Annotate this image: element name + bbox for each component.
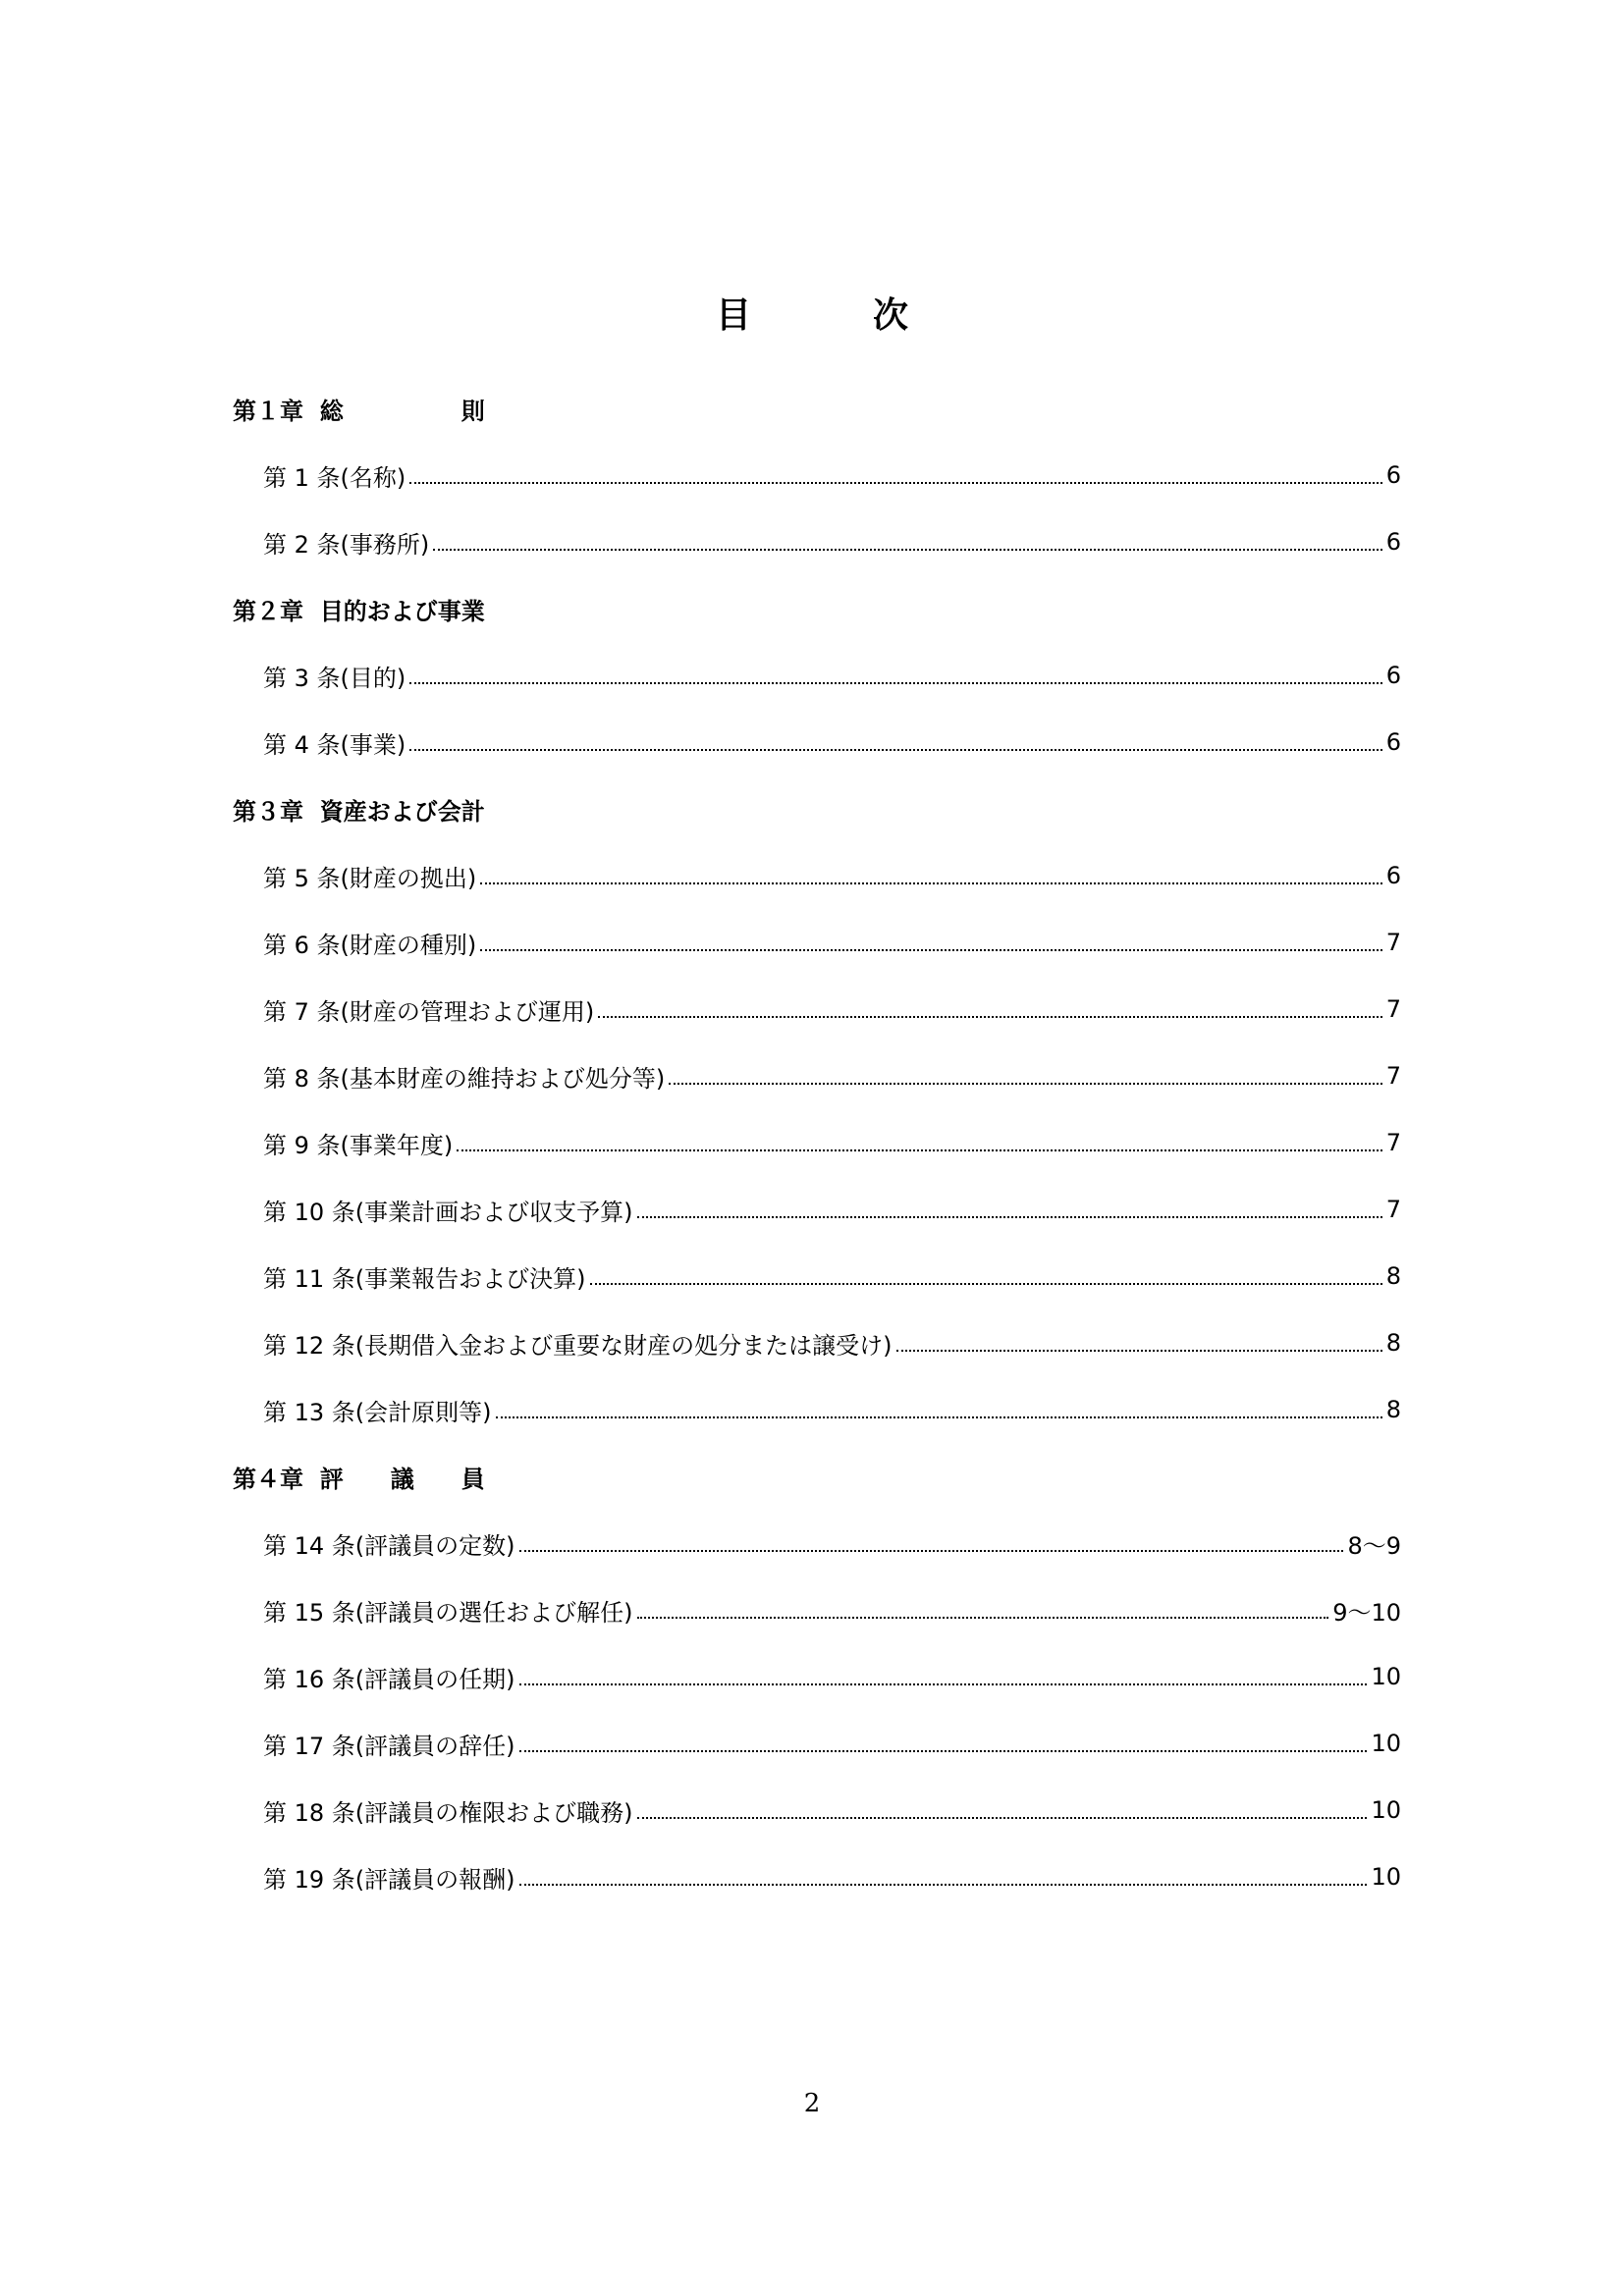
toc-entry[interactable] bbox=[233, 1176, 1401, 1243]
toc-entry-page: 7 bbox=[1385, 995, 1401, 1023]
toc-entry-page: 8 bbox=[1385, 1329, 1401, 1357]
toc-entry-label: 第 16 条(評議員の任期) bbox=[263, 1665, 515, 1693]
dot-leader bbox=[896, 1350, 1382, 1352]
toc-entry[interactable] bbox=[233, 1777, 1401, 1843]
chapter-heading[interactable]: 第２章 目的および事業 bbox=[233, 597, 485, 625]
toc-entry-page: 6 bbox=[1385, 461, 1401, 489]
dot-leader bbox=[669, 1083, 1381, 1085]
dot-leader bbox=[519, 1550, 1344, 1552]
dot-leader bbox=[409, 682, 1381, 684]
toc-entry[interactable] bbox=[233, 1710, 1401, 1777]
dot-leader bbox=[637, 1617, 1329, 1619]
toc-entry[interactable] bbox=[233, 976, 1401, 1042]
dot-leader bbox=[480, 949, 1381, 951]
dot-leader bbox=[590, 1283, 1382, 1285]
toc-entry-page: 7 bbox=[1385, 1062, 1401, 1090]
toc-entry[interactable] bbox=[233, 1309, 1401, 1376]
toc-entry-label: 第 18 条(評議員の権限および職務) bbox=[263, 1798, 633, 1827]
toc-entry-label: 第 1 条(名称) bbox=[263, 463, 406, 492]
toc-entry-page: 10 bbox=[1371, 1796, 1401, 1824]
toc-entry-page: 7 bbox=[1385, 929, 1401, 956]
toc-entry-label: 第 15 条(評議員の選任および解任) bbox=[263, 1598, 633, 1627]
toc-entry[interactable] bbox=[233, 1042, 1401, 1109]
toc-entry[interactable] bbox=[233, 642, 1401, 709]
toc-entry-page: 10 bbox=[1371, 1730, 1401, 1757]
toc-entry-page: 8〜9 bbox=[1347, 1531, 1401, 1560]
toc-entry-label: 第 3 条(目的) bbox=[263, 664, 406, 692]
toc-entry-page: 8 bbox=[1385, 1396, 1401, 1423]
toc-entry-page: 9〜10 bbox=[1332, 1598, 1401, 1627]
page-title: 目 次 bbox=[715, 295, 951, 336]
toc-entry[interactable] bbox=[233, 909, 1401, 976]
toc-entry-label: 第 14 条(評議員の定数) bbox=[263, 1531, 515, 1560]
toc-entry-label: 第 11 条(事業報告および決算) bbox=[263, 1264, 586, 1293]
toc-entry-label: 第 6 条(財産の種別) bbox=[263, 931, 477, 959]
dot-leader bbox=[457, 1149, 1381, 1151]
page-number: 2 bbox=[803, 2089, 821, 2118]
toc-entry[interactable] bbox=[233, 1109, 1401, 1176]
toc-entry[interactable] bbox=[233, 1576, 1401, 1643]
toc-entry[interactable] bbox=[233, 1843, 1401, 1910]
toc-entry-page: 10 bbox=[1371, 1663, 1401, 1690]
toc-entry-label: 第 8 条(基本財産の維持および処分等) bbox=[263, 1064, 666, 1093]
dot-leader bbox=[480, 882, 1381, 884]
toc-entry-page: 6 bbox=[1385, 528, 1401, 556]
toc-entry-label: 第 19 条(評議員の報酬) bbox=[263, 1865, 515, 1894]
toc-entry-label: 第 4 条(事業) bbox=[263, 730, 406, 759]
toc-entry-page: 6 bbox=[1385, 862, 1401, 889]
toc-entry-label: 第 10 条(事業計画および収支予算) bbox=[263, 1198, 633, 1226]
dot-leader bbox=[433, 549, 1381, 551]
toc-entry[interactable] bbox=[233, 1510, 1401, 1576]
toc-entry[interactable] bbox=[233, 1243, 1401, 1309]
toc-entry-label: 第 17 条(評議員の辞任) bbox=[263, 1732, 515, 1760]
toc-entry-label: 第 13 条(会計原則等) bbox=[263, 1398, 492, 1426]
toc-entry-page: 8 bbox=[1385, 1262, 1401, 1290]
toc-entry[interactable] bbox=[233, 842, 1401, 909]
dot-leader bbox=[519, 1750, 1368, 1752]
toc-entry-page: 10 bbox=[1371, 1863, 1401, 1891]
toc-entry-label: 第 5 条(財産の拠出) bbox=[263, 864, 477, 892]
table-of-contents bbox=[233, 375, 1401, 1910]
toc-entry-label: 第 7 条(財産の管理および運用) bbox=[263, 997, 595, 1026]
dot-leader bbox=[637, 1817, 1368, 1819]
toc-entry[interactable] bbox=[233, 709, 1401, 775]
toc-entry-label: 第 9 条(事業年度) bbox=[263, 1131, 454, 1159]
dot-leader bbox=[409, 482, 1381, 484]
toc-entry-page: 7 bbox=[1385, 1129, 1401, 1156]
toc-entry[interactable] bbox=[233, 1376, 1401, 1443]
toc-entry-page: 7 bbox=[1385, 1196, 1401, 1223]
toc-entry-page: 6 bbox=[1385, 728, 1401, 756]
toc-entry[interactable] bbox=[233, 508, 1401, 575]
toc-entry-label: 第 2 条(事務所) bbox=[263, 530, 430, 559]
toc-entry[interactable] bbox=[233, 1643, 1401, 1710]
toc-entry[interactable] bbox=[233, 442, 1401, 508]
chapter-heading[interactable]: 第１章 総 則 bbox=[233, 397, 485, 425]
chapter-heading[interactable]: 第４章 評 議 員 bbox=[233, 1465, 485, 1493]
dot-leader bbox=[519, 1683, 1368, 1685]
toc-entry-page: 6 bbox=[1385, 662, 1401, 689]
toc-entry-label: 第 12 条(長期借入金および重要な財産の処分または譲受け) bbox=[263, 1331, 893, 1360]
chapter-heading[interactable]: 第３章 資産および会計 bbox=[233, 797, 485, 826]
dot-leader bbox=[598, 1016, 1381, 1018]
dot-leader bbox=[496, 1416, 1382, 1418]
dot-leader bbox=[637, 1216, 1382, 1218]
dot-leader bbox=[409, 749, 1381, 751]
dot-leader bbox=[519, 1884, 1368, 1886]
